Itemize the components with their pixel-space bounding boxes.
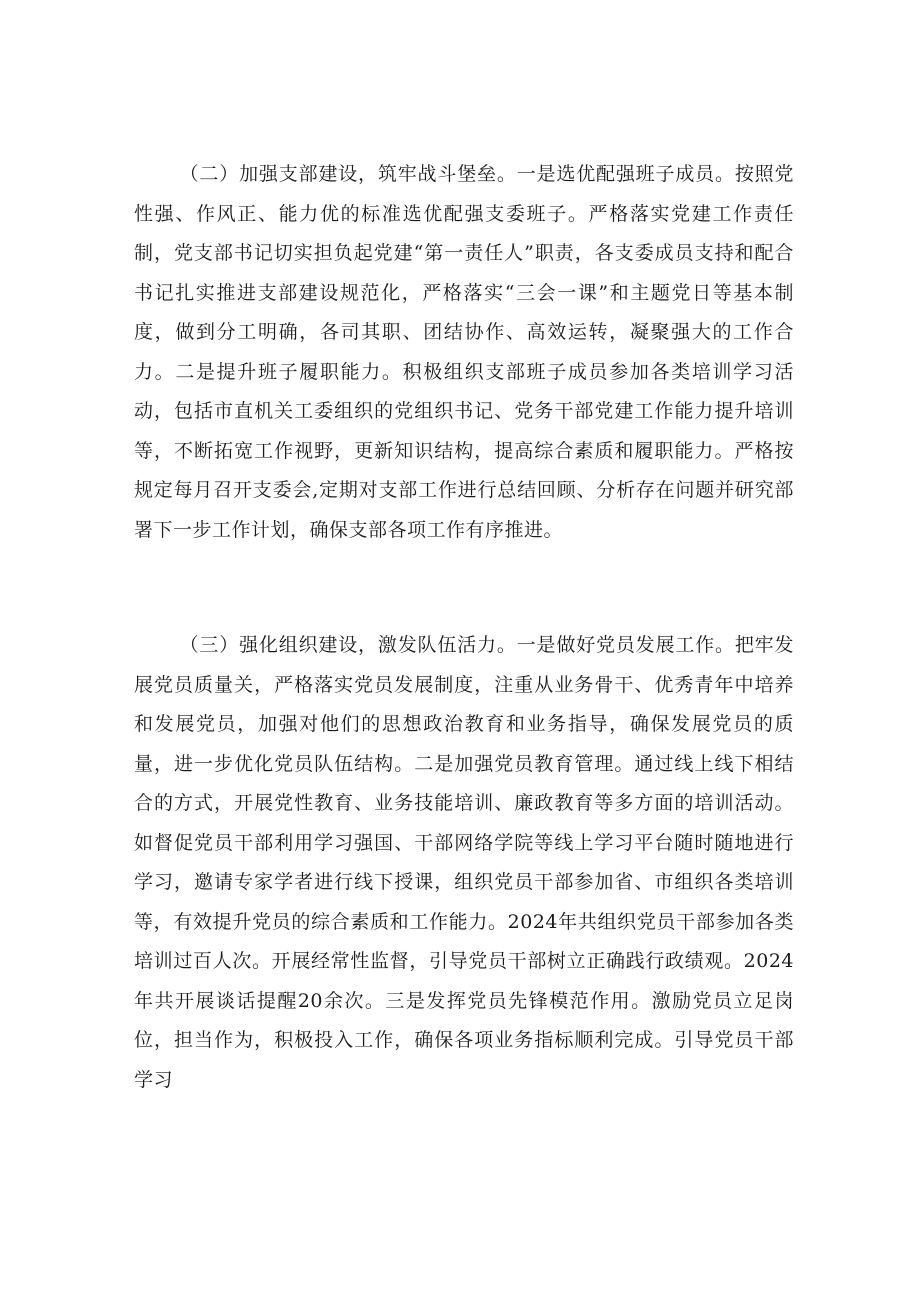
paragraph-section-three: （三）强化组织建设，激发队伍活力。一是做好党员发展工作。把牢发展党员质量关，严格落实党员发展制度，注重从业务骨干、优秀青年中培养和发展党员，加强对他们的思想政治教育和业务指导，确保发展党员的质量，进一步优化党员队伍结构。二是加强党员教育管理。通过线上线下相结合的方式，开展党性教育、业务技能培训、廉政教育等多方面的培训活动。如督促党员干部利用学习强国、干部网络学院等线上学习平台随时随地进行学习，邀请专家学者进行线下授课，组织党员干部参加省、市组织各类培训等，有效提升党员的综合素质和工作能力。2024年共组织党员干部参加各类培训过百人次。开展经常性监督，引导党员干部树立正确践行政绩观。2024年共开展谈话提醒20余次。三是发挥党员先锋模范作用。激励党员立足岗位，担当作为，积极投入工作，确保各项业务指标顺利完成。引导党员干部学习 xyxy=(134,634,794,1091)
paragraph-section-two: （二）加强支部建设，筑牢战斗堡垒。一是选优配强班子成员。按照党性强、作风正、能力优的标准选优配强支委班子。严格落实党建工作责任制，党支部书记切实担负起党建“第一责任人”职责，各支委成员支持和配合书记扎实推进支部建设规范化，严格落实“三会一课”和主题党日等基本制度，做到分工明确，各司其职、团结协作、高效运转，凝聚强大的工作合力。二是提升班子履职能力。积极组织支部班子成员参加各类培训学习活动，包括市直机关工委组织的党组织书记、党务干部党建工作能力提升培训等，不断拓宽工作视野，更新知识结构，提高综合素质和履职能力。严格按规定每月召开支委会,定期对支部工作进行总结回顾、分析存在问题并研究部署下一步工作计划，确保支部各项工作有序推进。 xyxy=(134,163,794,541)
